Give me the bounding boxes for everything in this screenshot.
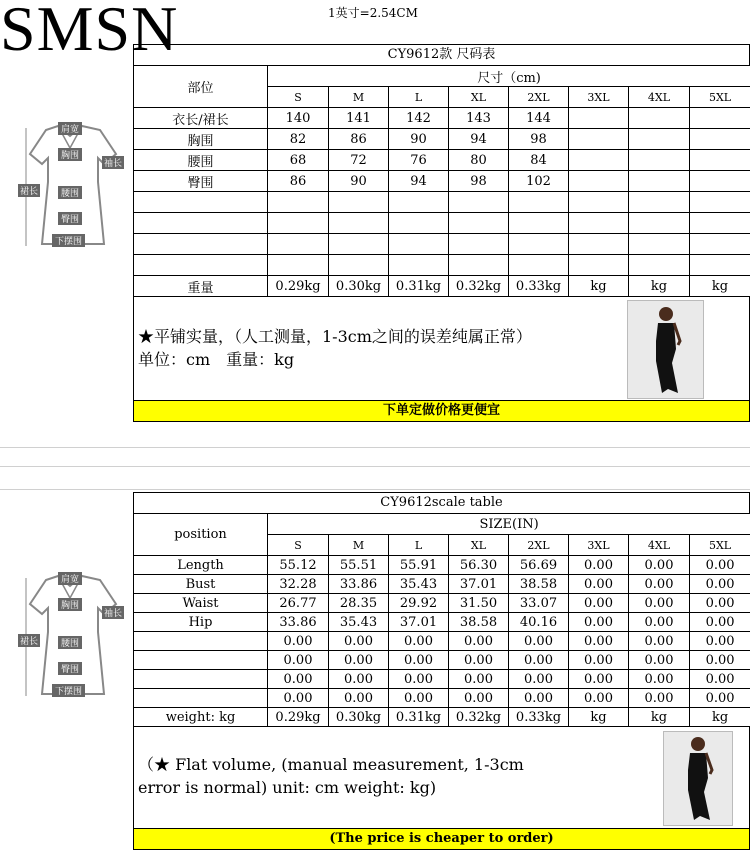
table-cell: kg <box>569 708 629 727</box>
table-cell <box>569 255 629 276</box>
table-cell: 0.00 <box>509 689 569 708</box>
row-label: 腰围 <box>134 150 268 171</box>
table-cell: 0.00 <box>690 651 750 670</box>
table-cell: kg <box>629 276 690 297</box>
en-size-col-m: M <box>329 535 389 556</box>
table-cell <box>629 171 690 192</box>
cn-size-col-l: L <box>389 87 449 108</box>
cn-banner: 下单定做价格更便宜 <box>133 400 750 422</box>
table-cell: 0.31kg <box>389 276 449 297</box>
en-size-col-l: L <box>389 535 449 556</box>
table-cell: 56.30 <box>449 556 509 575</box>
table-row <box>134 129 750 150</box>
table-cell: 0.00 <box>629 632 690 651</box>
table-cell <box>449 192 509 213</box>
dress-measure-figure <box>18 118 130 257</box>
table-cell <box>329 213 389 234</box>
cn-size-col-4xl: 4XL <box>629 87 690 108</box>
table-cell <box>329 192 389 213</box>
table-cell <box>629 108 690 129</box>
table-cell <box>629 234 690 255</box>
dress-measure-figure-2 <box>18 568 130 707</box>
table-cell: 0.00 <box>268 651 329 670</box>
table-cell: kg <box>629 708 690 727</box>
en-note <box>133 727 750 828</box>
table-cell <box>690 150 750 171</box>
row-label: weight: kg <box>134 708 268 727</box>
table-cell: 0.00 <box>569 556 629 575</box>
table-cell <box>569 192 629 213</box>
table-cell <box>569 108 629 129</box>
table-cell: 37.01 <box>389 613 449 632</box>
en-banner: (The price is cheaper to order) <box>133 828 750 850</box>
table-cell <box>690 108 750 129</box>
table-cell <box>690 171 750 192</box>
table-cell: 0.00 <box>569 613 629 632</box>
cn-size-col-m: M <box>329 87 389 108</box>
en-size-col-s: S <box>268 535 329 556</box>
table-cell <box>268 234 329 255</box>
fig-sleeve: 袖长 <box>102 156 124 169</box>
table-cell <box>569 234 629 255</box>
en-size-sheet <box>133 492 750 850</box>
table-cell: 0.00 <box>569 575 629 594</box>
table-cell: 0.00 <box>629 670 690 689</box>
table-cell: 35.43 <box>389 575 449 594</box>
cn-note-line2: 单位：cm 重量：kg <box>138 350 295 369</box>
table-row <box>134 108 750 129</box>
table-cell: kg <box>690 276 750 297</box>
table-cell: 72 <box>329 150 389 171</box>
row-label <box>134 689 268 708</box>
fig-waist: 腰围 <box>58 186 82 199</box>
fig-hem: 下摆围 <box>52 684 85 697</box>
table-cell: 0.00 <box>629 689 690 708</box>
table-cell: 141 <box>329 108 389 129</box>
cn-size-col-s: S <box>268 87 329 108</box>
table-cell: 90 <box>329 171 389 192</box>
table-cell: 98 <box>449 171 509 192</box>
table-cell: 0.00 <box>268 670 329 689</box>
row-label <box>134 213 268 234</box>
table-cell: 0.00 <box>690 594 750 613</box>
cn-size-col-5xl: 5XL <box>690 87 750 108</box>
table-cell: kg <box>569 276 629 297</box>
table-row <box>134 651 750 670</box>
table-cell: 55.12 <box>268 556 329 575</box>
fig-chest: 胸围 <box>58 598 82 611</box>
table-cell: 0.00 <box>329 632 389 651</box>
table-cell: 0.00 <box>569 670 629 689</box>
table-row <box>134 556 750 575</box>
table-cell: 0.31kg <box>389 708 449 727</box>
en-size-table <box>133 513 750 727</box>
table-cell: 86 <box>329 129 389 150</box>
table-cell: 0.00 <box>569 632 629 651</box>
table-cell: 0.00 <box>569 594 629 613</box>
table-cell: 26.77 <box>268 594 329 613</box>
table-cell: 144 <box>509 108 569 129</box>
table-cell: 0.00 <box>569 689 629 708</box>
table-cell <box>389 213 449 234</box>
table-cell: 0.00 <box>449 632 509 651</box>
table-cell: kg <box>690 708 750 727</box>
en-size-col-3xl: 3XL <box>569 535 629 556</box>
table-cell: 0.00 <box>690 670 750 689</box>
cn-note-line1: ★平铺实量，（人工测量，1-3cm之间的误差纯属正常） <box>138 327 532 346</box>
table-row <box>134 192 750 213</box>
table-cell <box>690 213 750 234</box>
table-row <box>134 613 750 632</box>
row-label <box>134 632 268 651</box>
table-cell: 0.00 <box>268 632 329 651</box>
en-size-col-2xl: 2XL <box>509 535 569 556</box>
table-cell <box>569 213 629 234</box>
table-cell: 0.00 <box>629 575 690 594</box>
table-cell: 143 <box>449 108 509 129</box>
cn-size-col-xl: XL <box>449 87 509 108</box>
row-label: Hip <box>134 613 268 632</box>
table-cell <box>389 192 449 213</box>
fig-length: 裙长 <box>18 184 40 197</box>
table-cell: 0.00 <box>389 670 449 689</box>
fig-hip: 臀围 <box>58 662 82 675</box>
table-cell <box>449 255 509 276</box>
en-size-col-4xl: 4XL <box>629 535 690 556</box>
table-cell: 68 <box>268 150 329 171</box>
fig-sleeve: 袖长 <box>102 606 124 619</box>
table-row <box>134 171 750 192</box>
table-cell: 40.16 <box>509 613 569 632</box>
table-cell <box>389 234 449 255</box>
table-cell <box>690 192 750 213</box>
table-cell <box>268 192 329 213</box>
row-label <box>134 234 268 255</box>
table-cell: 0.00 <box>389 689 449 708</box>
cn-size-col-3xl: 3XL <box>569 87 629 108</box>
table-cell: 0.00 <box>629 613 690 632</box>
table-cell: 0.29kg <box>268 276 329 297</box>
table-cell: 0.00 <box>449 670 509 689</box>
table-cell: 0.00 <box>389 632 449 651</box>
table-cell: 90 <box>389 129 449 150</box>
table-cell <box>389 255 449 276</box>
table-cell: 0.00 <box>268 689 329 708</box>
row-label: 胸围 <box>134 129 268 150</box>
table-cell: 140 <box>268 108 329 129</box>
row-label: Waist <box>134 594 268 613</box>
table-cell: 37.01 <box>449 575 509 594</box>
table-row <box>134 234 750 255</box>
table-cell: 0.29kg <box>268 708 329 727</box>
table-cell <box>449 234 509 255</box>
table-cell <box>509 213 569 234</box>
table-cell <box>509 192 569 213</box>
table-cell: 0.00 <box>690 613 750 632</box>
fig-hip: 臀围 <box>58 212 82 225</box>
table-cell: 56.69 <box>509 556 569 575</box>
model-photo-2 <box>663 731 733 826</box>
en-sheet-title: CY9612scale table <box>133 492 750 513</box>
table-row <box>134 213 750 234</box>
table-row <box>134 594 750 613</box>
table-cell <box>690 255 750 276</box>
table-cell <box>268 213 329 234</box>
cn-size-sheet <box>133 44 750 422</box>
row-label <box>134 192 268 213</box>
unit-conversion: 1英寸=2.54CM <box>328 6 418 20</box>
fig-hem: 下摆围 <box>52 234 85 247</box>
table-cell: 33.86 <box>268 613 329 632</box>
fig-shoulder: 肩宽 <box>58 122 82 135</box>
table-cell: 86 <box>268 171 329 192</box>
table-cell: 80 <box>449 150 509 171</box>
table-cell <box>690 129 750 150</box>
table-cell: 142 <box>389 108 449 129</box>
table-cell <box>449 213 509 234</box>
table-cell: 0.30kg <box>329 708 389 727</box>
table-cell: 32.28 <box>268 575 329 594</box>
table-cell: 55.91 <box>389 556 449 575</box>
table-cell <box>509 255 569 276</box>
table-row <box>134 276 750 297</box>
table-cell <box>509 234 569 255</box>
cn-note <box>133 297 750 400</box>
table-cell: 0.00 <box>629 556 690 575</box>
row-label: 重量 <box>134 276 268 297</box>
table-row <box>134 632 750 651</box>
table-cell: 102 <box>509 171 569 192</box>
table-cell <box>629 213 690 234</box>
table-cell: 0.33kg <box>509 276 569 297</box>
table-row <box>134 255 750 276</box>
table-cell: 0.00 <box>690 632 750 651</box>
table-cell <box>629 129 690 150</box>
table-cell <box>569 129 629 150</box>
model-photo <box>627 300 704 399</box>
table-cell: 0.00 <box>449 689 509 708</box>
table-cell <box>629 150 690 171</box>
en-part-header: position <box>134 514 268 556</box>
en-note-line2: error is normal) unit: cm weight: kg) <box>138 778 437 797</box>
table-row <box>134 150 750 171</box>
en-size-header: SIZE(IN) <box>268 514 750 535</box>
cn-part-header: 部位 <box>134 66 268 108</box>
table-cell: 0.00 <box>329 689 389 708</box>
fig-chest: 胸围 <box>58 148 82 161</box>
brand-logo: SMSN <box>0 0 179 64</box>
cn-size-header: 尺寸（cm) <box>268 66 750 87</box>
table-cell: 38.58 <box>509 575 569 594</box>
table-cell: 0.00 <box>690 575 750 594</box>
table-cell <box>268 255 329 276</box>
row-label: 衣长/裙长 <box>134 108 268 129</box>
table-cell: 0.00 <box>569 651 629 670</box>
table-cell <box>629 192 690 213</box>
table-cell: 33.86 <box>329 575 389 594</box>
table-cell: 0.00 <box>509 651 569 670</box>
fig-length: 裙长 <box>18 634 40 647</box>
row-label <box>134 255 268 276</box>
table-cell: 28.35 <box>329 594 389 613</box>
table-cell: 0.30kg <box>329 276 389 297</box>
row-label <box>134 651 268 670</box>
table-cell: 33.07 <box>509 594 569 613</box>
en-note-line1: （★ Flat volume, (manual measurement, 1-3cm <box>138 755 524 774</box>
table-cell: 0.33kg <box>509 708 569 727</box>
table-cell: 0.00 <box>329 670 389 689</box>
table-cell: 0.00 <box>629 651 690 670</box>
fig-shoulder: 肩宽 <box>58 572 82 585</box>
table-cell: 29.92 <box>389 594 449 613</box>
table-cell: 0.00 <box>329 651 389 670</box>
fig-waist: 腰围 <box>58 636 82 649</box>
en-size-col-xl: XL <box>449 535 509 556</box>
table-row <box>134 708 750 727</box>
table-cell <box>690 234 750 255</box>
table-row <box>134 689 750 708</box>
table-cell: 38.58 <box>449 613 509 632</box>
row-label <box>134 670 268 689</box>
table-row <box>134 575 750 594</box>
table-cell: 0.00 <box>509 632 569 651</box>
table-cell <box>329 234 389 255</box>
table-cell: 0.32kg <box>449 708 509 727</box>
table-cell: 0.00 <box>509 670 569 689</box>
table-cell: 0.00 <box>690 689 750 708</box>
table-cell: 0.00 <box>690 556 750 575</box>
row-label: 臀围 <box>134 171 268 192</box>
table-cell: 35.43 <box>329 613 389 632</box>
table-cell <box>569 171 629 192</box>
table-cell <box>329 255 389 276</box>
table-cell: 31.50 <box>449 594 509 613</box>
cn-size-table <box>133 65 750 297</box>
table-cell: 0.32kg <box>449 276 509 297</box>
table-cell <box>629 255 690 276</box>
table-cell: 0.00 <box>629 594 690 613</box>
cn-sheet-title: CY9612款 尺码表 <box>133 44 750 65</box>
table-cell: 0.00 <box>389 651 449 670</box>
cn-size-col-2xl: 2XL <box>509 87 569 108</box>
table-row <box>134 670 750 689</box>
table-cell: 55.51 <box>329 556 389 575</box>
row-label: Bust <box>134 575 268 594</box>
table-cell: 0.00 <box>449 651 509 670</box>
table-cell: 76 <box>389 150 449 171</box>
table-cell: 82 <box>268 129 329 150</box>
table-cell: 94 <box>449 129 509 150</box>
table-cell: 84 <box>509 150 569 171</box>
en-size-col-5xl: 5XL <box>690 535 750 556</box>
table-cell: 94 <box>389 171 449 192</box>
table-cell: 98 <box>509 129 569 150</box>
table-cell <box>569 150 629 171</box>
row-label: Length <box>134 556 268 575</box>
